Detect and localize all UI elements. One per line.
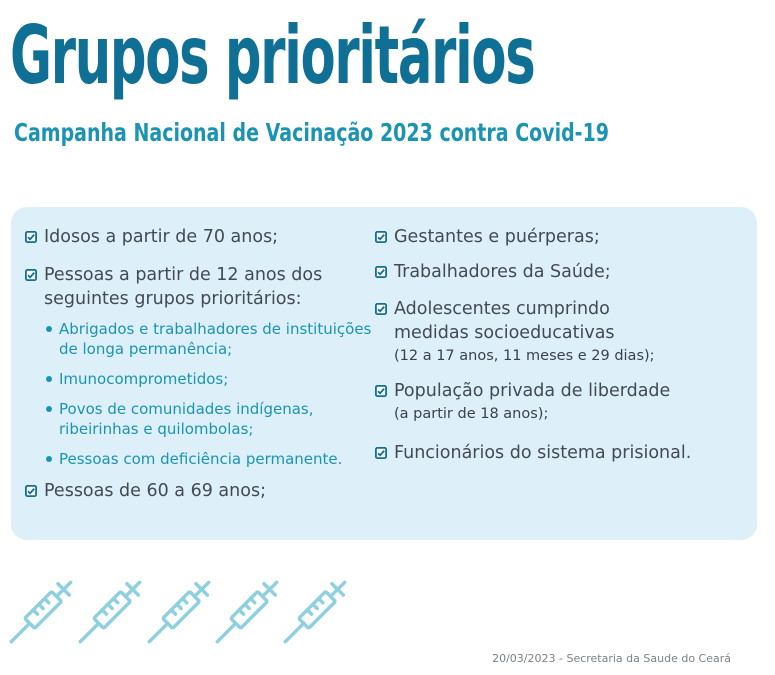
list-item-text: Adolescentes cumprindo medidas socioeducativas <box>394 299 615 343</box>
page-title: Grupos prioritários <box>10 9 535 102</box>
list-item-text: Gestantes e puérperas; <box>394 227 600 247</box>
checkbox-checked-icon <box>375 303 387 315</box>
list-item-adolescents <box>375 297 654 367</box>
priority-groups-card <box>11 207 757 540</box>
checkbox-checked-icon <box>375 385 387 397</box>
syringe-icon <box>146 574 212 650</box>
bullet-icon <box>46 326 52 332</box>
list-item-pregnant <box>375 225 745 249</box>
list-item-prison-staff <box>375 441 745 465</box>
right-column <box>375 225 745 465</box>
checkbox-checked-icon <box>25 485 37 497</box>
list-item-note: (12 a 17 anos, 11 meses e 29 dias); <box>394 348 655 364</box>
list-item-text: População privada de liberdade <box>394 381 671 401</box>
list-item-text: Pessoas a partir de 12 anos dos seguintes grupos prioritários: <box>44 265 323 309</box>
left-column <box>25 225 375 503</box>
syringe-icon <box>214 574 280 650</box>
list-item-text: Idosos a partir de 70 anos; <box>44 227 279 247</box>
footer-credit: 20/03/2023 - Secretaria da Saude do Ceará <box>492 652 731 665</box>
bullet-icon <box>46 376 52 382</box>
list-item-note: (a partir de 18 anos); <box>394 406 549 422</box>
list-item-text: Trabalhadores da Saúde; <box>394 262 611 282</box>
list-item-elderly-70 <box>25 225 375 249</box>
list-item-60-69 <box>25 479 375 503</box>
checkbox-checked-icon <box>375 231 387 243</box>
list-item-text: Funcionários do sistema prisional. <box>394 443 692 463</box>
syringe-icon <box>282 574 348 650</box>
syringe-icon <box>8 574 74 650</box>
list-item-health-workers <box>375 260 745 284</box>
checkbox-checked-icon <box>375 266 387 278</box>
bullet-icon <box>46 456 52 462</box>
sublist-item: Povos de comunidades indígenas, ribeirinhas e quilombolas; <box>44 399 375 439</box>
list-item-text: Pessoas de 60 a 69 anos; <box>44 481 266 501</box>
checkbox-checked-icon <box>25 231 37 243</box>
sublist-item: Abrigados e trabalhadores de instituições de longa permanência; <box>44 319 375 359</box>
list-item-12-plus-groups <box>25 263 375 469</box>
sublist-item: Imunocomprometidos; <box>44 369 375 389</box>
checkbox-checked-icon <box>375 447 387 459</box>
sublist-item: Pessoas com deficiência permanente. <box>44 449 375 469</box>
syringe-icon <box>77 574 143 650</box>
page-subtitle: Campanha Nacional de Vacinação 2023 contra Covid-19 <box>14 118 610 147</box>
bullet-icon <box>46 406 52 412</box>
list-item-prison-population <box>375 379 745 425</box>
checkbox-checked-icon <box>25 269 37 281</box>
sublist <box>44 319 375 469</box>
